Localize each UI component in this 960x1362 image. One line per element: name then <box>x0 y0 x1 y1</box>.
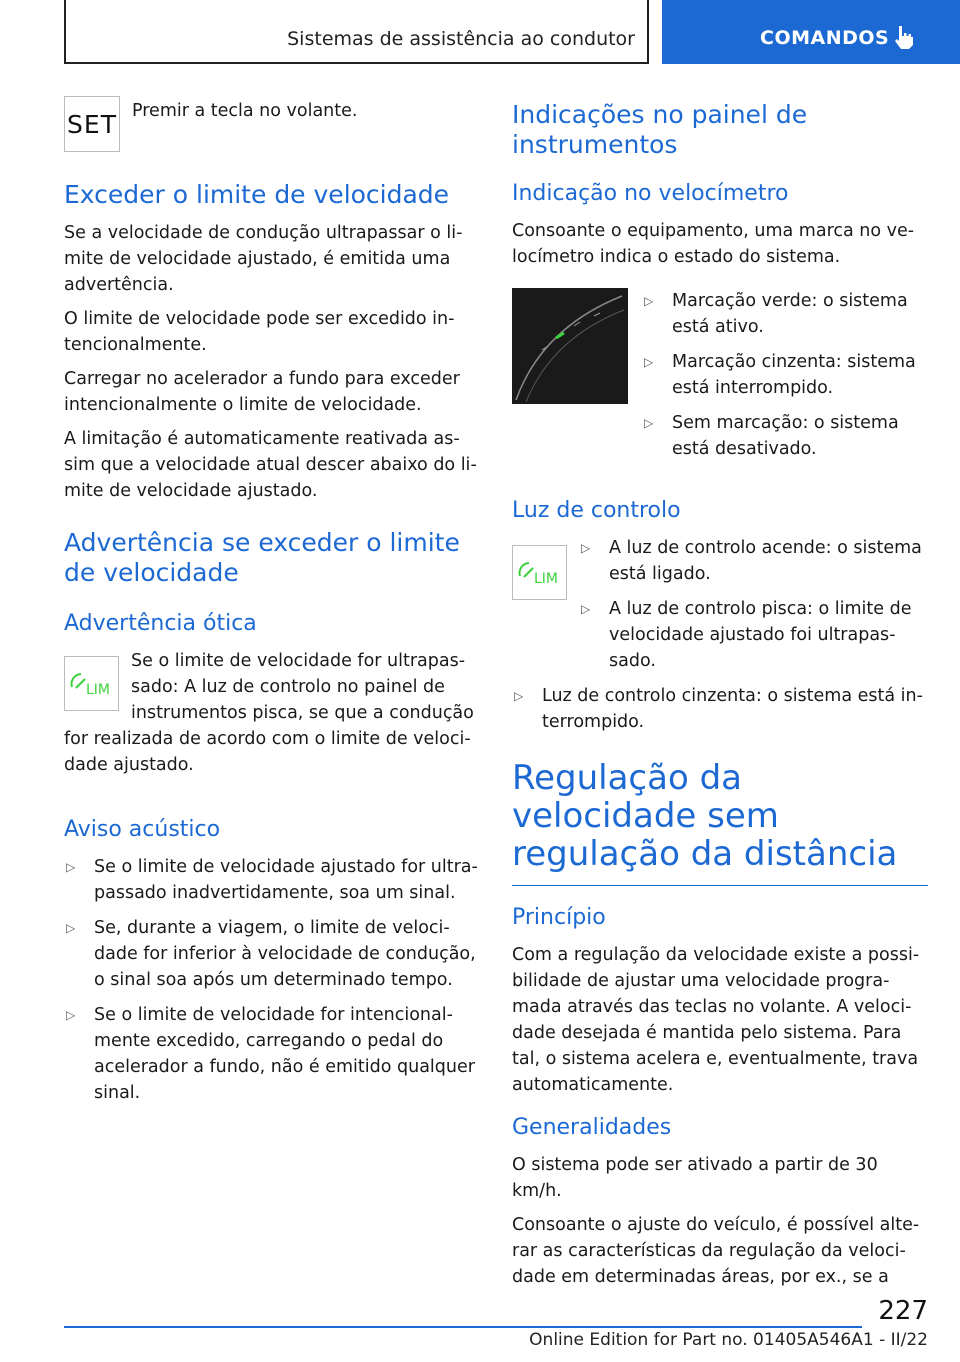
otica-row <box>64 648 478 786</box>
para-velocimetro: Consoante o equipamento, uma marca no velocímetro indica o estado do sistema. <box>512 221 915 267</box>
header-section-title: Sistemas de assistência ao condutor <box>287 28 635 50</box>
svg-text:LIM: LIM <box>85 681 110 698</box>
hand-pointer-icon <box>892 24 916 50</box>
para-exceder-4: A limitação é automaticamente reativada assim que a velocidade atual descer abaixo do limite de velocidade ajustado. <box>64 429 477 501</box>
list-item: ▷ A luz de controlo acende: o sistema está ligado. <box>579 535 928 587</box>
heading-otica: Advertência ótica <box>64 611 257 636</box>
list-item: ▷ Se, durante a viagem, o limite de velocidade for inferior à velocidade de condução, o sinal soa após um determinado tempo. <box>64 915 478 993</box>
marca-list <box>642 288 928 471</box>
left-column <box>64 96 478 1115</box>
lim-warning-icon <box>64 656 119 711</box>
luz-list <box>579 535 928 683</box>
aviso-list <box>64 854 478 1106</box>
list-item: ▷ Se o limite de velocidade ajustado for ultrapassado inadvertidamente, soa um sinal. <box>64 854 478 906</box>
heading-velocimetro: Indicação no velocímetro <box>512 181 789 206</box>
header-chapter-title: COMANDOS <box>760 27 890 49</box>
para-principio: Com a regulação da velocidade existe a possibilidade de ajustar uma velocidade programada através das teclas no volante. A velocidade desejada é mantida pelo sistema. Para tal, o sistema acelera e, eventualmente, trava automaticamente. <box>512 945 920 1095</box>
speedometer-row <box>512 288 928 471</box>
right-column <box>512 96 928 1298</box>
luz-row <box>512 535 928 683</box>
heading-principio: Princípio <box>512 905 606 930</box>
set-key-icon: SET <box>64 96 120 152</box>
footer-divider <box>64 1326 862 1328</box>
list-item: ▷ Se o limite de velocidade for intencionalmente excedido, carregando o pedal do acelerador a fundo, não é emitido qualquer sinal. <box>64 1002 478 1106</box>
list-item: ▷ A luz de controlo pisca: o limite de velocidade ajustado foi ultrapassado. <box>579 596 928 674</box>
page-number: 227 <box>878 1296 928 1326</box>
heading-advertencia: Advertência se exceder o limite de velocidade <box>64 528 460 587</box>
list-item: ▷ Marcação verde: o sistema está ativo. <box>642 288 928 340</box>
heading-indicacoes: Indicações no painel de instrumentos <box>512 100 808 159</box>
luz-list-full <box>512 683 928 735</box>
heading-generalidades: Generalidades <box>512 1115 672 1140</box>
para-otica: Se o limite de velocidade for ultrapassado: A luz de controlo no painel de instrumentos pisca, se que a condução for realizada de acordo com o limite de velocidade ajustado. <box>64 651 474 775</box>
para-exceder-3: Carregar no acelerador a fundo para exceder intencionalmente o limite de velocidade. <box>64 369 460 415</box>
svg-text:LIM: LIM <box>533 570 558 587</box>
para-exceder-2: O limite de velocidade pode ser excedido intencionalmente. <box>64 309 455 355</box>
para-generalidades-2: Consoante o ajuste do veículo, é possível alterar as características da regulação da velocidade em determinadas áreas, por ex., se a <box>512 1215 920 1287</box>
heading-regulacao: Regulação da velocidade sem regulação da distância <box>512 759 928 886</box>
set-row <box>64 96 478 152</box>
list-item: ▷ Marcação cinzenta: sistema está interrompido. <box>642 349 928 401</box>
heading-aviso: Aviso acústico <box>64 817 221 842</box>
header-section-box <box>64 0 649 64</box>
speedometer-image <box>512 288 628 404</box>
heading-luz: Luz de controlo <box>512 498 681 523</box>
set-instruction: Premir a tecla no volante. <box>132 101 358 121</box>
lim-indicator-icon <box>512 545 567 600</box>
list-item: ▷ Luz de controlo cinzenta: o sistema está interrompido. <box>512 683 928 735</box>
list-item: ▷ Sem marcação: o sistema está desativado. <box>642 410 928 462</box>
para-exceder-1: Se a velocidade de condução ultrapassar o limite de velocidade ajustado, é emitida uma advertência. <box>64 223 463 295</box>
para-generalidades-1: O sistema pode ser ativado a partir de 30 km/h. <box>512 1155 878 1201</box>
heading-exceder: Exceder o limite de velocidade <box>64 180 450 209</box>
header-chapter-tab[interactable] <box>662 0 960 64</box>
footer-edition: Online Edition for Part no. 01405A546A1 - II/22 <box>529 1330 928 1350</box>
